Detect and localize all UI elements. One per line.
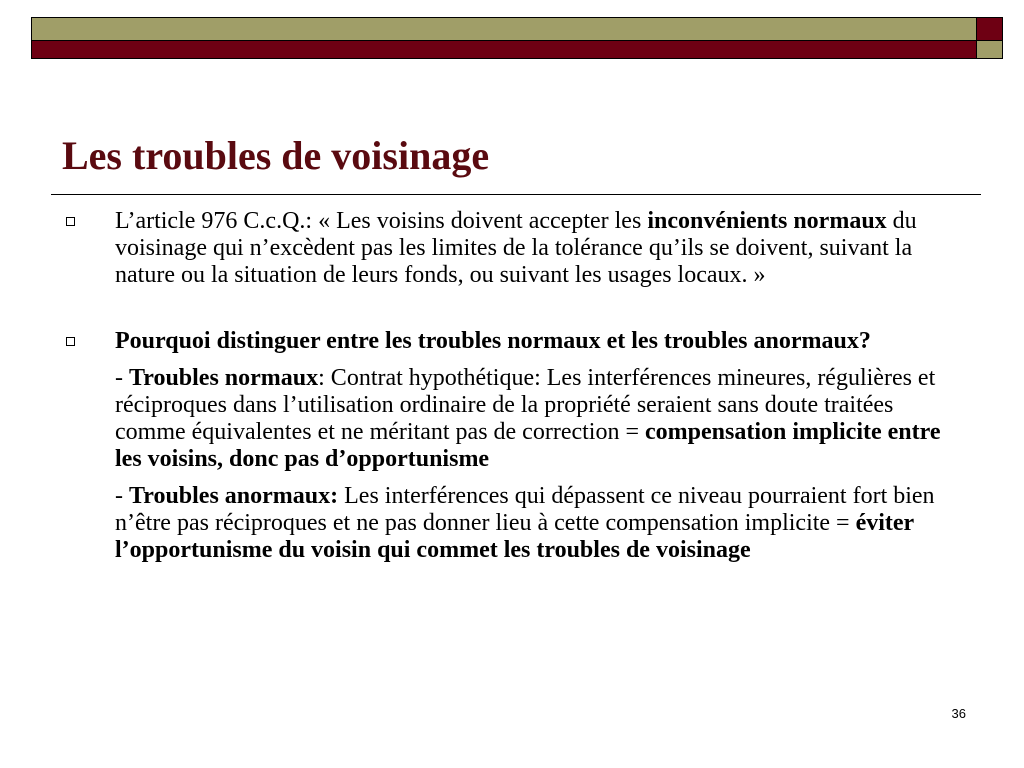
header-bar-maroon [31, 40, 977, 59]
text-run-bold: Troubles anormaux: [129, 483, 339, 509]
text-run: - [115, 483, 129, 509]
text-run: Les interférences qui dépassent ce niveau pourraient fort bien n’être pas réciproques et ne pas donner lieu à cette compensation implicite = [115, 483, 935, 536]
text-run-bold: compensation implicite entre les voisins, donc pas d’opportunisme [115, 419, 941, 472]
spacer [62, 289, 958, 328]
text-run-bold: inconvénients normaux [647, 208, 887, 234]
slide-body [62, 208, 958, 564]
text-run: L’article 976 C.c.Q.: « Les voisins doivent accepter les [115, 208, 648, 234]
text-run: : Contrat hypothétique: Les interférences mineures, régulières et réciproques dans l’utilisation ordinaire de la propriété seraient sans doute traitées comme équivalentes et ne méritant pas de correction = [115, 365, 936, 445]
hollow-square-bullet-icon [66, 217, 75, 226]
header-square-maroon [976, 17, 1003, 41]
sub-paragraph-troubles-normaux [115, 365, 958, 473]
bullet-heading-distinction [115, 328, 958, 355]
sub-paragraph-troubles-anormaux [115, 483, 958, 564]
text-run-bold: Troubles normaux [129, 365, 319, 391]
hollow-square-bullet-icon [66, 337, 75, 346]
text-run-bold: Pourquoi distinguer entre les troubles normaux et les troubles anormaux? [115, 328, 871, 354]
text-run-bold: éviter l’opportunisme du voisin qui commet les troubles de voisinage [115, 510, 914, 563]
header-square-olive [976, 40, 1003, 59]
bullet-item-distinction [62, 328, 958, 564]
bullet-item-article-976 [62, 208, 958, 289]
text-run: du voisinage qui n’excèdent pas les limites de la tolérance qu’ils se doivent, suivant la nature ou la situation de leurs fonds, ou suivant les usages locaux. » [115, 208, 917, 288]
bullet-text-article-976 [115, 208, 958, 289]
title-divider [51, 194, 981, 195]
header-bar-olive [31, 17, 977, 41]
text-run: - [115, 365, 129, 391]
page-number: 36 [951, 706, 966, 721]
slide-title: Les troubles de voisinage [62, 133, 490, 178]
